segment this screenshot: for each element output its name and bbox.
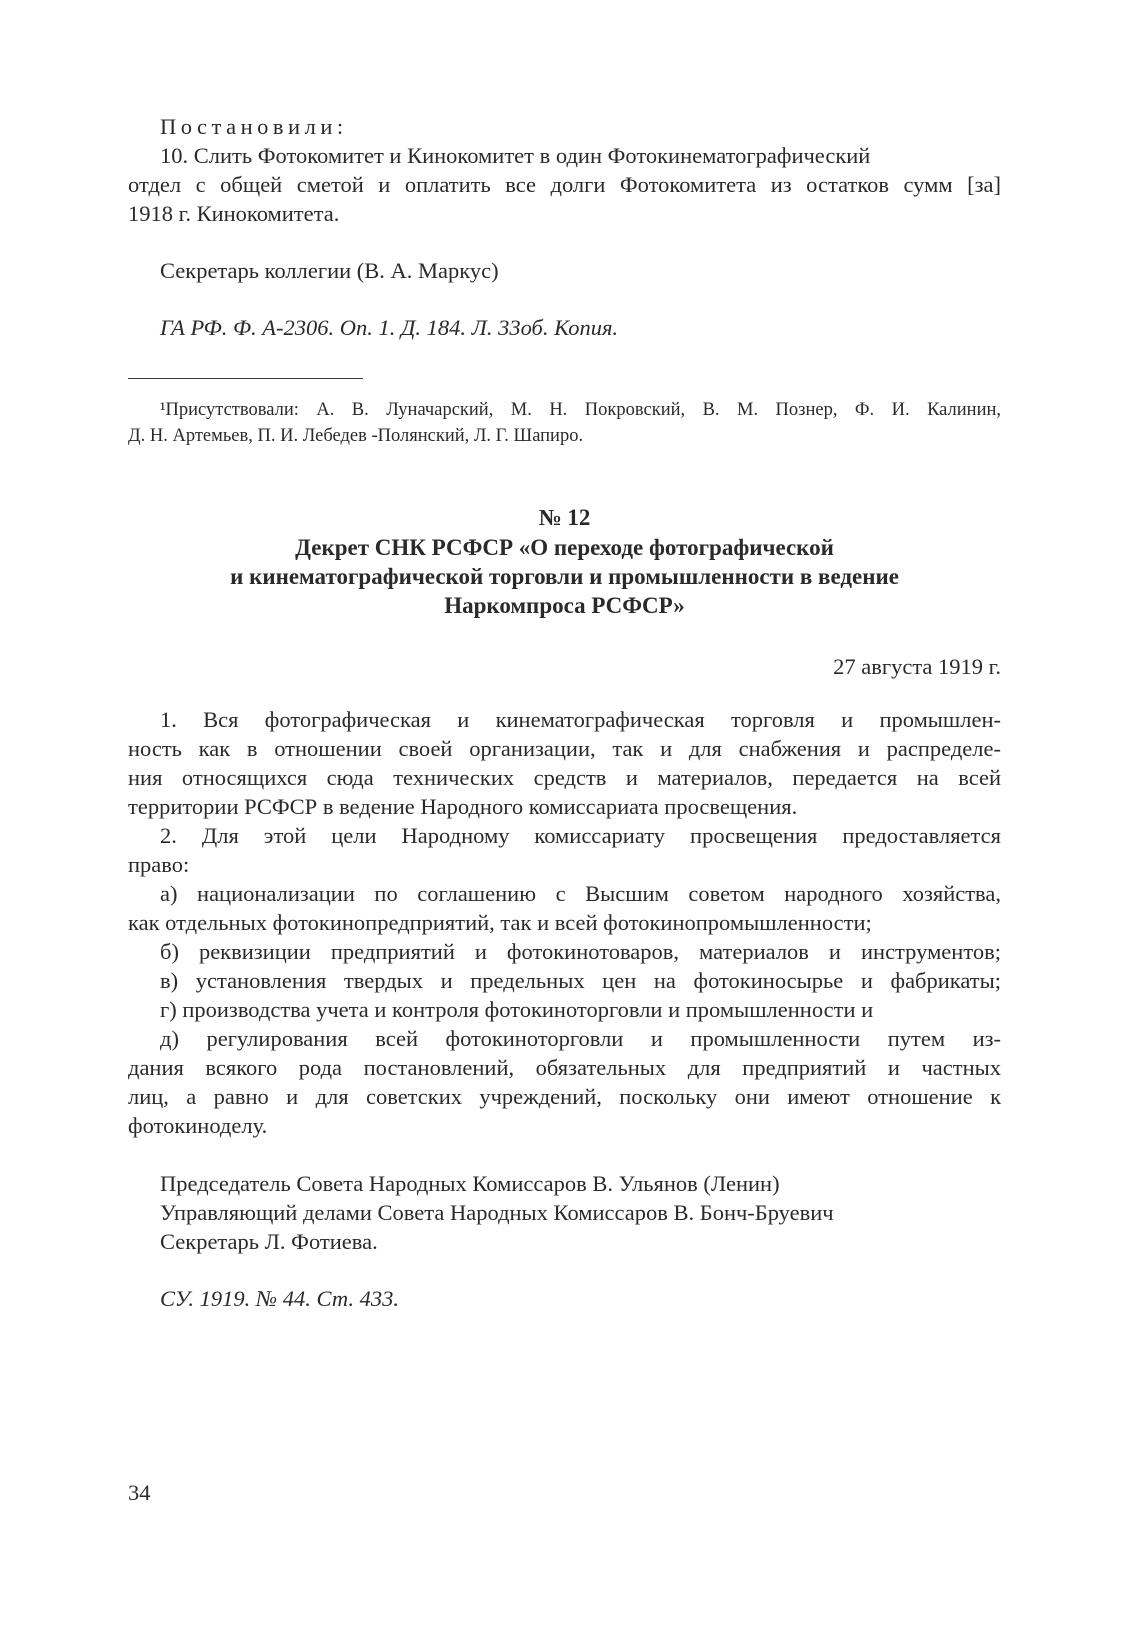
body-line: ность как в отношении своей организации, так и для снабжения и распределе- — [128, 736, 1001, 761]
body-line: право: — [128, 852, 190, 877]
body-line: ния относящихся сюда технических средств и материалов, передается на всей — [128, 765, 1001, 790]
page-number: 34 — [128, 1480, 151, 1505]
source-reference: СУ. 1919. № 44. Ст. 433. — [160, 1286, 399, 1311]
footnote-line-2: Д. Н. Артемьев, П. И. Лебедев -Полянский, Л. Г. Шапиро. — [128, 426, 584, 446]
body-line: 1. Вся фотографическая и кинематографическая торговля и промышлен- — [160, 707, 1001, 732]
body-line: лиц, а равно и для советских учреждений, поскольку они имеют отношение к — [128, 1084, 1001, 1109]
document-number: № 12 — [538, 505, 591, 530]
secretary-signature: Секретарь коллегии (В. А. Маркус) — [160, 258, 499, 283]
body-line: как отдельных фотокинопредприятий, так и всей фотокинопромышленности; — [128, 910, 872, 935]
body-line: в) установления твердых и предельных цен на фотокиносырье и фабрикаты; — [160, 968, 1001, 993]
signature-chairman: Председатель Совета Народных Комиссаров В. Ульянов (Ленин) — [160, 1171, 780, 1196]
document-date: 27 августа 1919 г. — [833, 654, 1001, 679]
body-line: а) национализации по соглашению с Высшим советом народного хозяйства, — [160, 881, 1001, 906]
footnote-line-1: ¹Присутствовали: А. В. Луначарский, М. Н. Покровский, В. М. Познер, Ф. И. Калинин, — [160, 400, 1001, 420]
body-line: г) производства учета и контроля фотокиноторговли и промышленности и — [160, 997, 874, 1022]
footnote-separator — [128, 378, 363, 379]
archive-reference: ГА РФ. Ф. А-2306. Оп. 1. Д. 184. Л. 33об. Копия. — [160, 315, 619, 340]
document-title-line-1: Декрет СНК РСФСР «О переходе фотографической — [295, 535, 834, 560]
body-line: территории РСФСР в ведение Народного комиссариата просвещения. — [128, 794, 798, 819]
resolved-label: Постановили: — [160, 114, 348, 139]
item-10-line-2: отдел с общей сметой и оплатить все долги Фотокомитета из остатков сумм [за] — [128, 172, 1001, 197]
item-10-line-3: 1918 г. Кинокомитета. — [128, 201, 340, 226]
signature-manager: Управляющий делами Совета Народных Комиссаров В. Бонч-Бруевич — [160, 1200, 834, 1225]
signature-secretary: Секретарь Л. Фотиева. — [160, 1229, 378, 1254]
body-line: 2. Для этой цели Народному комиссариату просвещения предоставляется — [160, 823, 1001, 848]
document-title-line-3: Наркомпроса РСФСР» — [444, 593, 685, 618]
body-line: б) реквизиции предприятий и фотокинотоваров, материалов и инструментов; — [160, 939, 1001, 964]
body-line: дания всякого рода постановлений, обязательных для предприятий и частных — [128, 1055, 1001, 1080]
body-line: фотокиноделу. — [128, 1113, 268, 1138]
body-line: д) регулирования всей фотокиноторговли и промышленности путем из- — [160, 1026, 1001, 1051]
item-10-line-1: 10. Слить Фотокомитет и Кинокомитет в один Фотокинематографический — [160, 143, 871, 168]
document-title-line-2: и кинематографической торговли и промышленности в ведение — [230, 564, 899, 589]
